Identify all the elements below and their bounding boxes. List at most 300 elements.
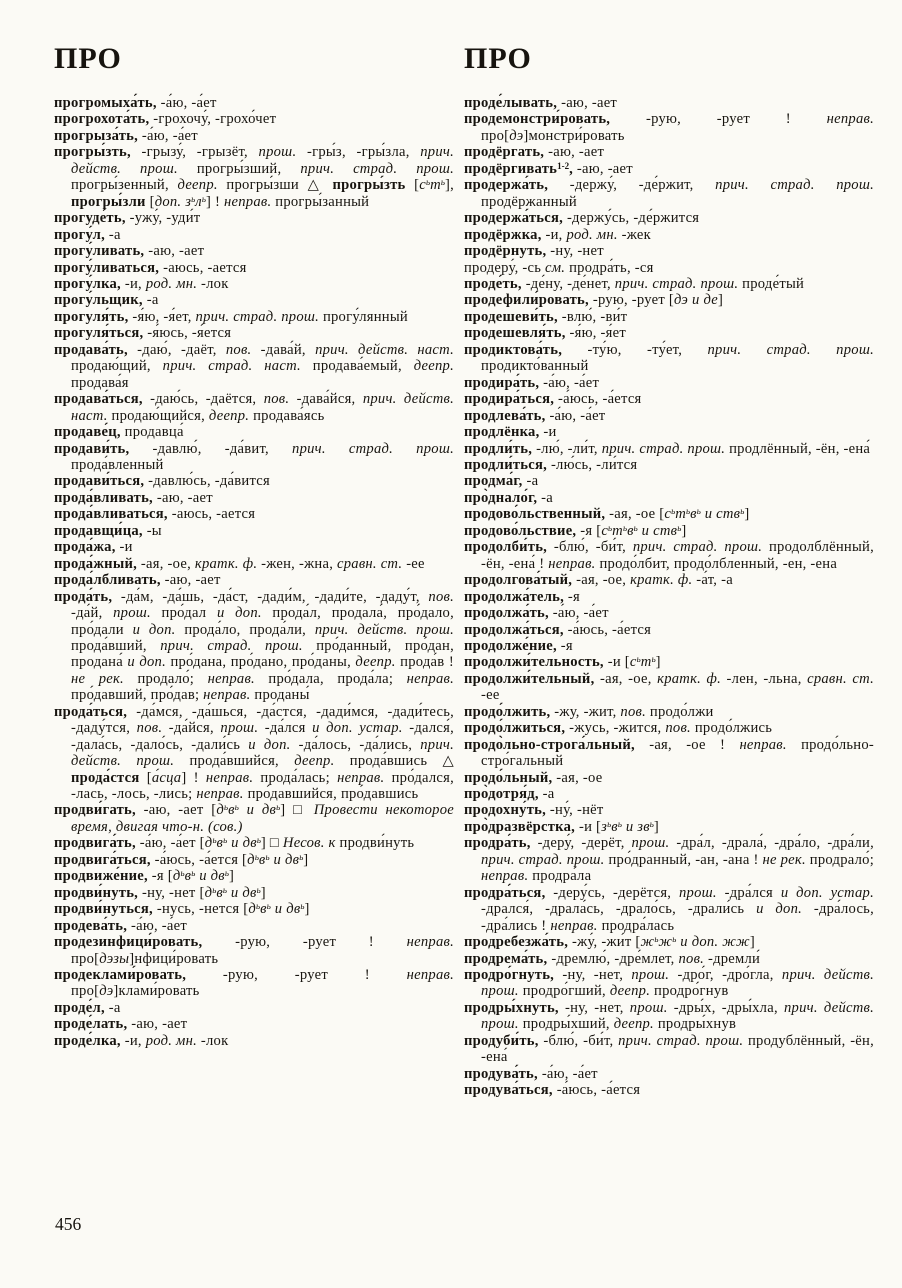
entry-text: -блю́, -би́т,	[538, 1032, 619, 1049]
headword: продержа́ться,	[464, 210, 564, 227]
entry-text: продры́хший,	[518, 1016, 614, 1033]
entry-text: про́дала, прода́ла;	[254, 670, 407, 687]
headword: прода́лбливать,	[54, 572, 161, 589]
entry-text: -я	[556, 637, 573, 654]
entry-text: -а́юсь, -а́ется	[563, 621, 652, 638]
entry-text: прода́вленный	[71, 456, 164, 473]
grammar-label: $с^ьт^ьв^ь$ и ств$^ь$	[601, 522, 682, 539]
entry-text: -ту́ю, -ту́ет,	[562, 341, 708, 358]
grammar-label: прош.	[258, 144, 297, 161]
grammar-label: кратк. ф.	[630, 572, 693, 589]
entry-text: ] !	[181, 769, 206, 786]
superscript: ь	[607, 818, 612, 829]
entry-text: про́давшийся, про́давшись	[243, 786, 419, 803]
grammar-label: и доп. устар.	[312, 720, 403, 737]
dictionary-entry	[464, 210, 874, 226]
headword: прода́жа,	[54, 539, 116, 556]
headword: продолжи́тельность,	[464, 654, 604, 671]
entry-text: прогры́зенный,	[71, 177, 178, 194]
headword: продово́льствие,	[464, 522, 577, 539]
superscript: ь	[299, 851, 304, 862]
dictionary-entry	[464, 441, 874, 457]
grammar-label: неправ.	[826, 111, 874, 128]
headword: продрема́ть,	[464, 950, 548, 967]
dictionary-entry	[464, 786, 874, 802]
entry-text: -аю, -ает [	[135, 802, 217, 819]
headword: продви́нуться,	[54, 901, 153, 918]
entry-text: продра́ть, -ся	[565, 259, 654, 276]
dictionary-entry	[464, 490, 874, 506]
headword: прогу́ливать,	[54, 243, 145, 260]
entry-text: прода́л, продала́, про́дало, про́дали	[71, 605, 454, 638]
headword: продви́нуть,	[54, 884, 139, 901]
superscript: ь	[256, 884, 261, 895]
grammar-label: $с^ьт^ь$	[419, 177, 445, 194]
dictionary-entry	[54, 572, 454, 588]
superscript: ь	[266, 901, 271, 912]
entry-text: -ну́, -нёт	[546, 802, 604, 819]
headword: продева́ть,	[54, 917, 128, 934]
dictionary-entry	[464, 506, 874, 522]
entry-text: -аю, -ает	[160, 572, 221, 589]
headword: прода́вливать,	[54, 489, 153, 506]
dictionary-entry	[54, 704, 454, 803]
dictionary-entry	[54, 473, 454, 489]
entry-text: продало́;	[123, 670, 208, 687]
entry-text: -и	[115, 539, 133, 556]
superscript: ь	[234, 802, 239, 813]
headword: продма́г,	[464, 473, 523, 490]
entry-text: -жусь, -жится,	[565, 720, 666, 737]
dictionary-entry	[54, 802, 454, 835]
dictionary-entry	[464, 1033, 874, 1066]
headword: продолже́ние,	[464, 637, 557, 654]
dictionary-entry	[54, 1033, 454, 1049]
entry-text: -ая, -ое [	[605, 506, 665, 523]
dictionary-entry	[54, 901, 454, 917]
entry-text: -деру́сь, -дерётся,	[545, 884, 679, 901]
entry-text: про́дана, про́дано, про́даны,	[166, 654, 356, 671]
headword: проде́лка,	[54, 1032, 121, 1049]
headword: продо́лжиться,	[464, 720, 566, 737]
entry-text: -дава́йся,	[289, 391, 363, 408]
grammar-label: дэ	[509, 127, 524, 144]
entry-text: продаю́щийся,	[107, 407, 209, 424]
headword: продира́ть,	[464, 374, 540, 391]
entry-text: -да́м, -да́шь, -да́ст, -дади́м, -дади́те, -даду́т,	[112, 588, 429, 605]
entry-text: -и,	[120, 1032, 146, 1049]
superscript: ь	[672, 934, 677, 945]
dictionary-entry	[54, 967, 454, 1000]
dictionary-entry	[464, 1082, 874, 1098]
dictionary-entry	[54, 868, 454, 884]
dictionary-entry	[464, 802, 874, 818]
grammar-label: неправ.	[207, 670, 255, 687]
superscript: ь	[222, 884, 228, 895]
grammar-label: род. мн.	[145, 275, 198, 292]
grammar-label: прич. действ. прош.	[71, 736, 455, 770]
superscript: ь	[671, 506, 676, 517]
headword: продребезжа́ть,	[464, 934, 569, 951]
entry-text: -а́ю, -а́ет	[156, 95, 217, 111]
dictionary-entry	[464, 391, 874, 407]
entry-text: прогры́зши △	[217, 177, 333, 194]
dictionary-entry	[54, 95, 454, 111]
entry-text: -а́ю, -а́ет	[537, 1065, 598, 1082]
entry-text: -ы	[142, 522, 162, 539]
headword: прогрыза́ть,	[54, 127, 139, 144]
grammar-label: неправ.	[224, 193, 272, 210]
entry-text: -ая, -ое !	[634, 736, 740, 753]
entry-text: -давлю́сь, -да́вится	[144, 473, 270, 490]
entry-text: про́дался, -лась, -лось, -лись;	[71, 769, 454, 803]
entry-text: -а́ю, -а́ет	[138, 127, 198, 144]
entry-text: -влю́, -ви́т	[557, 308, 628, 325]
entry-text: ]	[260, 884, 266, 901]
headword: прогрохота́ть,	[54, 111, 150, 128]
headword: продвиже́ние,	[54, 868, 148, 885]
grammar-label: деепр.	[609, 983, 651, 1000]
headword: прогры́зть	[332, 177, 406, 194]
headword: продо́льный,	[464, 769, 553, 786]
entry-text: ]	[303, 851, 309, 868]
entry-text: -а́юсь, -а́ется	[552, 1082, 641, 1099]
entry-text: -дремли́	[704, 950, 761, 967]
entry-text: -да́лось, -да́лись,	[290, 736, 421, 753]
grammar-label: неправ.	[406, 670, 454, 687]
dictionary-entry	[464, 292, 874, 308]
dictionary-entry	[464, 819, 874, 835]
entry-text: про[	[481, 127, 510, 144]
grammar-label: деепр.	[177, 177, 218, 194]
entry-text: -аю, -ает	[544, 144, 605, 161]
superscript: ь	[740, 506, 745, 517]
dictionary-entry	[464, 605, 874, 621]
headword: продры́хнуть,	[464, 999, 559, 1016]
dictionary-entry	[464, 572, 874, 588]
entry-text: прода́ло, прода́ли,	[175, 621, 315, 638]
dictionary-entry	[54, 227, 454, 243]
grammar-label: и доп.	[132, 621, 176, 638]
grammar-label: $ж^ьж^ь$ и доп. жж	[640, 934, 750, 951]
grammar-label: $з^ьв^ь$ и $зв^ь$	[601, 818, 654, 835]
grammar-label: прич. страд. прош.	[292, 440, 454, 457]
grammar-label: пов.	[678, 950, 705, 967]
headword: прода́стся	[71, 769, 140, 786]
entry-text: -ну, -нет,	[554, 967, 632, 984]
headword: прогуде́ть,	[54, 210, 126, 227]
superscript: ь	[212, 835, 217, 846]
entry-text: [	[405, 177, 420, 194]
entry-text: -а	[104, 226, 121, 243]
entry-text: продеру́, -сь	[464, 259, 546, 276]
entry-text: -а́т, -а	[692, 572, 733, 589]
dictionary-entry	[464, 325, 874, 341]
entry-text: -держу́, -де́ржит,	[548, 177, 716, 194]
entry-text: -ну, -нет [	[138, 884, 205, 901]
dictionary-entry	[464, 737, 874, 770]
grammar-label: $д^ьв^ь$ и $дв^ь$	[172, 868, 229, 885]
headword: прогуля́ть,	[54, 308, 129, 325]
headword: про̀дразвёрстка,	[464, 818, 576, 835]
grammar-label: пов.	[263, 391, 290, 408]
entry-text: -гры́з, -гры́зла,	[296, 144, 421, 161]
entry-text: -жен, -жна,	[257, 555, 337, 572]
entry-text: ]	[655, 654, 661, 671]
entry-text: про́дал	[150, 605, 217, 622]
superscript: ь	[654, 934, 659, 945]
entry-text: ]нфици́ровать	[129, 950, 219, 967]
entry-text: ] □	[260, 835, 283, 852]
dictionary-entry	[464, 704, 874, 720]
headword: продуби́ть,	[464, 1032, 539, 1049]
grammar-label: прич. действ. прош.	[314, 621, 454, 638]
entry-text: -ну, -нет	[546, 243, 604, 260]
entry-text: -я́ю, -я́ет	[565, 325, 626, 342]
entry-text: -лен, -льна,	[721, 670, 808, 687]
entry-text: -дра́лось, -дра́лись !	[481, 901, 874, 934]
entry-text: -блю́, -би́т,	[547, 539, 633, 556]
entry-text: -ая, -ое,	[137, 555, 195, 572]
entry-text: -рую, -рует !	[202, 934, 407, 951]
entry-text: -держу́сь, -де́ржится	[563, 210, 700, 227]
running-head-right: ПРО	[464, 42, 532, 75]
grammar-label: дэ	[99, 983, 114, 1000]
entry-text: -ая, -ое	[552, 769, 603, 786]
entry-text: -дро́г, -дро́гла,	[669, 967, 782, 984]
entry-text: продаю́щий,	[71, 358, 163, 375]
grammar-label: деепр.	[613, 1016, 654, 1033]
entry-text: -и,	[120, 275, 146, 292]
dictionary-entry	[464, 951, 874, 967]
grammar-label: и доп. устар.	[780, 884, 874, 901]
grammar-label: $д^ьв^ь$ и $дв^ь$	[247, 851, 304, 868]
entry-text: продава́емый,	[300, 358, 414, 375]
grammar-label: прош.	[631, 835, 670, 852]
entry-text: продра́ла	[528, 868, 592, 885]
grammar-label: не рек.	[762, 851, 806, 868]
grammar-label: деепр.	[208, 407, 250, 424]
grammar-label: прич. действ. прош.	[481, 967, 875, 1000]
dictionary-entry	[464, 227, 874, 243]
entry-text: -а	[537, 489, 553, 506]
entry-text: -да́мся, -да́шься, -да́стся, -дади́мся, -дади́тесь, -даду́тся,	[71, 703, 454, 737]
right-column-entries	[464, 95, 874, 1099]
superscript: ь	[276, 802, 281, 813]
headword: проде́лывать,	[464, 95, 558, 111]
grammar-label: пов.	[136, 720, 163, 737]
grammar-label: прич. страд. прош.	[601, 440, 726, 457]
headword: прогромыха́ть,	[54, 95, 157, 111]
dictionary-entry	[464, 770, 874, 786]
entry-text: -дрался́, -драла́сь, -драло́сь, -драли́сь	[481, 901, 757, 918]
headword: проде́лать,	[54, 1016, 128, 1033]
headword: продезинфици́ровать,	[54, 934, 203, 951]
entry-text: -да́йся,	[162, 720, 221, 737]
headword: про̀днало́г,	[464, 489, 538, 506]
headword: продиктова́ть,	[464, 341, 563, 358]
entry-text: прогу́лянный	[319, 308, 408, 325]
grammar-label: прич. действ. прош.	[481, 999, 874, 1033]
headword: продлева́ть,	[464, 407, 546, 424]
dictionary-entry	[464, 408, 874, 424]
headword: продешевля́ть,	[464, 325, 566, 342]
entry-text: продава́я	[71, 374, 129, 391]
entry-text: ] !	[206, 193, 225, 210]
dictionary-entry	[464, 671, 874, 704]
entry-text: -де́ну, -де́нет,	[521, 275, 615, 292]
grammar-label: прош.	[113, 605, 151, 622]
entry-text: продолблённый, -ён, -ена́ !	[481, 539, 874, 572]
grammar-label: $с^ьт^ьв^ь$ и ств$^ь$	[664, 506, 745, 523]
grammar-label: и доп.	[127, 654, 166, 671]
grammar-label: $с^ьт^ь$	[629, 654, 656, 671]
dictionary-entry	[54, 391, 454, 424]
superscript: ь	[608, 522, 613, 533]
headword: продо́лжить,	[464, 703, 551, 720]
entry-text: -а́ю, -а́ет	[548, 605, 609, 622]
headword: продли́ться,	[464, 456, 548, 473]
entry-text: -деру́, -дерёт,	[530, 835, 632, 852]
superscript: ь	[651, 654, 656, 665]
headword: продли́ть,	[464, 440, 533, 457]
headword: продержа́ть,	[464, 177, 549, 194]
entry-text: -я́ю, -я́ет,	[128, 308, 196, 325]
entry-text: продры́хнув	[653, 1016, 737, 1033]
headword: продави́ть,	[54, 440, 130, 457]
headword: прода́ть,	[54, 588, 113, 605]
superscript: ь	[677, 522, 682, 533]
grammar-label: пов.	[225, 341, 252, 358]
dictionary-entry	[54, 111, 454, 127]
entry-text: продо́лбит, продо́лбленный, -ен, -ена	[595, 555, 838, 572]
grammar-label: деепр.	[355, 654, 396, 671]
entry-text: -аю, -ает	[152, 489, 213, 506]
dictionary-entry	[54, 210, 454, 226]
grammar-label: прич. страд. прош.	[618, 1032, 744, 1049]
grammar-label: $д^ьв^ь$ и $дв^ь$	[204, 835, 261, 852]
dictionary-entry	[464, 95, 874, 111]
dictionary-entry	[464, 885, 874, 934]
entry-text: про[	[71, 950, 100, 967]
headword: продолби́ть,	[464, 539, 548, 556]
entry-text: -грызу́, -грызёт,	[130, 144, 259, 161]
entry-text: -рую, -рует [	[588, 292, 674, 309]
dictionary-entry	[54, 260, 454, 276]
headword: прода́ться,	[54, 703, 128, 720]
grammar-label: неправ.	[550, 917, 598, 934]
dictionary-entry	[464, 589, 874, 605]
dictionary-entry	[54, 523, 454, 539]
entry-text: -дры́х, -дры́хла,	[667, 999, 784, 1016]
superscript: ь	[636, 654, 641, 665]
superscript: ь	[223, 835, 228, 846]
headword: продлёнка,	[464, 424, 540, 441]
entry-text: -ее	[481, 687, 500, 704]
dictionary-entry	[464, 1000, 874, 1033]
grammar-label: $д^ьв^ь$ и $дв^ь$	[204, 884, 261, 901]
headword: проде́л,	[54, 999, 105, 1016]
headword: продёргать,	[464, 144, 545, 161]
headword: продёргивать$^{1-2}$,	[464, 160, 574, 177]
superscript: ь	[622, 522, 628, 533]
grammar-label: прич. действ. прош.	[71, 144, 454, 177]
entry-text: -а́ю, -а́ет	[545, 407, 606, 424]
entry-text: -грохочу́, -грохо́чет	[149, 111, 277, 128]
entry-text: -и [	[603, 654, 630, 671]
dictionary-entry	[464, 967, 874, 1000]
superscript: ь	[686, 506, 691, 517]
superscript: 1-2	[557, 160, 570, 171]
grammar-label: дэзы	[99, 950, 130, 967]
grammar-label: сравн. ст.	[337, 555, 403, 572]
entry-text: -дремлю́, -дре́млет,	[547, 950, 679, 967]
entry-text: ]	[718, 292, 724, 309]
entry-text: проде́тый	[738, 275, 805, 292]
superscript: ь	[212, 884, 217, 895]
columns	[54, 44, 874, 1099]
grammar-label: а́сца	[151, 769, 182, 786]
grammar-label: неправ.	[406, 967, 454, 984]
dictionary-entry	[54, 292, 454, 308]
grammar-label: неправ.	[203, 687, 251, 704]
grammar-label: прич. страд. прош.	[707, 341, 874, 358]
grammar-label: прош.	[631, 967, 670, 984]
entry-text: продлённый, -ён, -ена́	[725, 440, 871, 457]
headword: продолжа́тель,	[464, 588, 565, 605]
headword: продра́ться,	[464, 884, 546, 901]
entry-text: -дра́лся	[716, 884, 781, 901]
grammar-label: и доп.	[216, 605, 262, 622]
entry-text: -да́лся	[258, 720, 313, 737]
headword: продешеви́ть,	[464, 308, 558, 325]
grammar-label: деепр.	[413, 358, 454, 375]
superscript: ь	[191, 193, 196, 204]
dictionary-entry	[54, 325, 454, 341]
entry-text: проданы́	[250, 687, 310, 704]
entry-text: [	[145, 193, 155, 210]
entry-text: -аюсь, -ается	[167, 506, 256, 523]
entry-text: -жек	[617, 226, 651, 243]
entry-text: продро́гший,	[518, 983, 610, 1000]
headword: прогуля́ться,	[54, 325, 144, 342]
headword: проде́ть,	[464, 275, 522, 292]
entry-text: прогры́зший,	[177, 160, 301, 177]
entry-text: ]	[744, 506, 750, 523]
dictionary-entry	[54, 852, 454, 868]
entry-text: продёржанный	[481, 193, 577, 210]
dictionary-entry	[54, 243, 454, 259]
entry-text: продавца́	[120, 424, 184, 441]
headword: прогу́л,	[54, 226, 105, 243]
grammar-label: неправ.	[337, 769, 385, 786]
headword: продавщи́ца,	[54, 522, 143, 539]
grammar-label: неправ.	[739, 736, 787, 753]
entry-text: про́давший, про́дав;	[71, 687, 204, 704]
headword: продолгова́тый,	[464, 572, 573, 589]
dictionary-entry	[464, 539, 874, 572]
entry-text: -да́й,	[71, 605, 114, 622]
headword: продвига́ть,	[54, 835, 136, 852]
dictionary-entry	[54, 144, 454, 210]
dictionary-entry	[464, 934, 874, 950]
headword: продува́ться,	[464, 1082, 553, 1099]
entry-text: -давлю́, -да́вит,	[129, 440, 293, 457]
grammar-label: прич. действ. наст.	[71, 391, 454, 424]
headword: продува́ть,	[464, 1065, 538, 1082]
entry-text: -рую, -рует !	[186, 967, 407, 984]
entry-text: продублённый, -ён, -ена́	[481, 1032, 874, 1066]
